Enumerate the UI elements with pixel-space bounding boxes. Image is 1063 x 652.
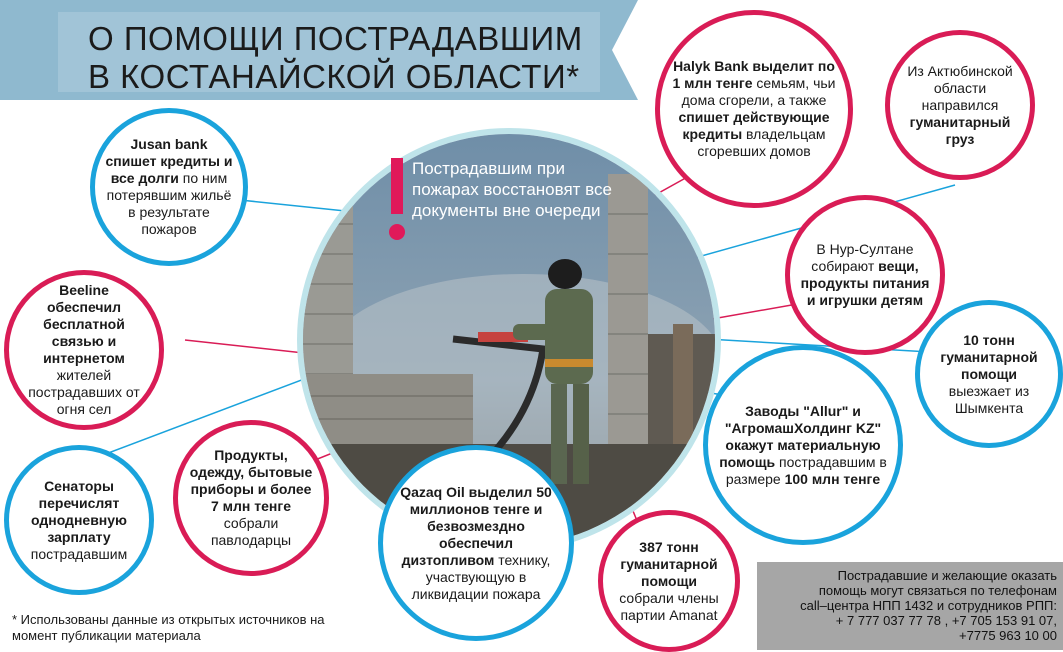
halyk-text2: владельцам сгоревших домов: [697, 126, 826, 159]
title-line-2: В КОСТАНАЙСКОЙ ОБЛАСТИ*: [88, 58, 580, 95]
nur-sultan-circle: [785, 195, 945, 355]
halyk-bank-circle: [655, 10, 853, 208]
senators-bold: Сенаторы перечислят однодневную зарплату: [30, 477, 127, 545]
amanat-circle: [598, 510, 740, 652]
footnote: * Использованы данные из открытых источников на момент публикации материала: [12, 612, 325, 643]
aktobe-circle: [885, 30, 1035, 180]
center-message: Пострадавшим при пожарах восстановят все документы вне очереди: [412, 159, 612, 220]
jusan-text: по ним потерявшим жильё в результате пожаров: [106, 170, 232, 237]
shymkent-bold: 10 тонн гуманитарной помощи: [940, 331, 1038, 382]
jusan-bold: спишет кредиты и все долги: [105, 153, 233, 186]
senators-text: пострадавшим: [30, 545, 128, 562]
amanat-text: собрали члены партии Amanat: [619, 589, 719, 623]
beeline-circle: [4, 270, 164, 430]
beeline-name: Beeline: [59, 282, 109, 298]
shymkent-text: выезжает из Шымкента: [948, 382, 1030, 416]
halyk-bold: спишет действующие кредиты: [678, 109, 830, 142]
products-text: собрали павлодарцы: [210, 515, 292, 548]
aktobe-text: Из Актюбинской области направился: [907, 62, 1013, 113]
beeline-text: жителей пострадавших от огня сел: [28, 367, 140, 417]
senators-circle: [4, 445, 154, 595]
title-line-1: О ПОМОЩИ ПОСТРАДАВШИМ: [88, 20, 583, 57]
qazaq-oil-circle: [378, 445, 574, 641]
amanat-bold: 387 тонн гуманитарной помощи: [620, 538, 718, 589]
nursultan-bold: вещи, продукты питания и игрушки детям: [800, 258, 930, 308]
nursultan-text: В Нур-Султане собирают: [811, 241, 914, 274]
plants-circle: [703, 345, 903, 545]
contact-box: [757, 562, 1063, 650]
shymkent-circle: [915, 300, 1063, 448]
jusan-bank-circle: [90, 108, 248, 266]
halyk-name: Halyk Bank выделит по 1 млн тенге: [672, 58, 835, 91]
plants-text: пострадавшим в размере: [725, 453, 887, 487]
plants-bold: Заводы "Allur" и "АгромашХолдинг KZ" окажут материальную помощь: [719, 402, 882, 470]
contact-line-2: помощь могут связаться по телефонам: [818, 583, 1057, 598]
contact-line-4: + 7 777 037 77 78 , +7 705 153 91 07,: [835, 613, 1057, 628]
products-bold: Продукты, одежду, бытовые приборы и более 7 млн тенге: [189, 447, 313, 514]
contact-line-1: Пострадавшие и желающие оказать: [837, 568, 1057, 583]
plants-bold2: 100 млн тенге: [784, 470, 881, 487]
halyk-text: семьям, чьи дома сгорели, а также: [681, 75, 836, 108]
contact-line-5: +7775 963 10 00: [959, 628, 1057, 643]
aktobe-bold: гуманитарный груз: [909, 113, 1011, 147]
qazaq-text: технику, участвующую в ликвидации пожара: [411, 551, 551, 602]
contact-line-3: call–центра НПП 1432 и сотрудников РПП:: [800, 598, 1057, 613]
jusan-name: Jusan bank: [130, 136, 208, 152]
exclamation-icon: [389, 158, 405, 242]
qazaq-bold: Qazaq Oil выделил 50 миллионов тенге и безвозмездно обеспечил дизтопливом: [400, 483, 552, 568]
pavlodar-circle: [173, 420, 329, 576]
beeline-bold: обеспечил бесплатной связью и интернетом: [43, 299, 125, 366]
